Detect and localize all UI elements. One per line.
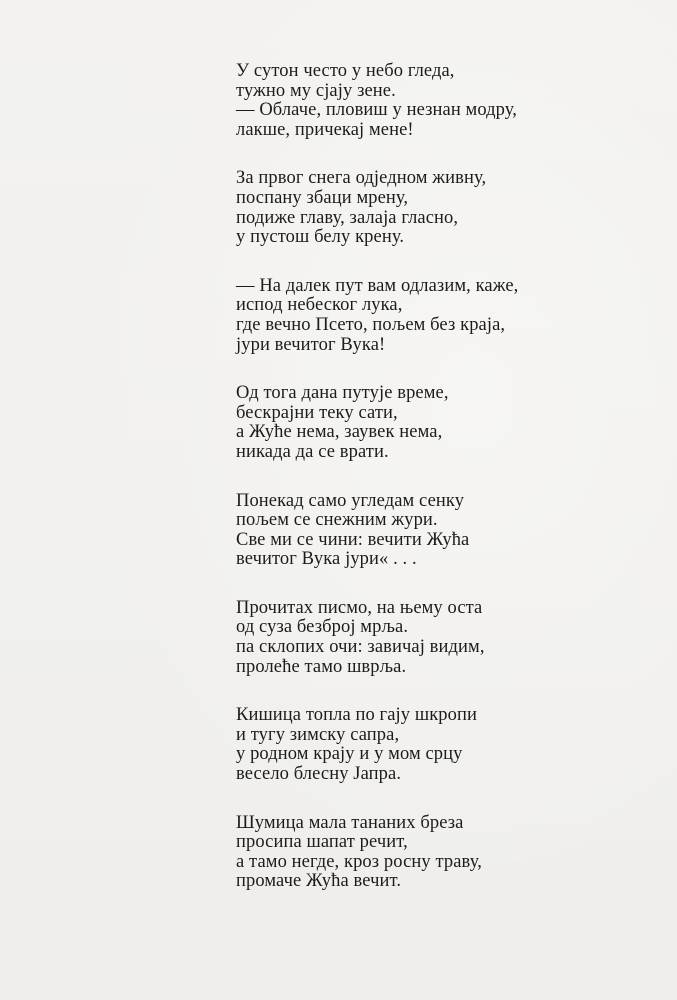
- poem-line: промаче Жућа вечит.: [236, 871, 402, 892]
- poem-line: тужно му сјају зене.: [236, 80, 396, 101]
- poem-line: — На далек пут вам одлазим, каже,: [236, 275, 519, 296]
- poem-line: Од тога дана путује време,: [236, 383, 449, 404]
- poem-line: а Жуће нема, заувек нема,: [236, 422, 443, 443]
- poem-line: просипа шапат речит,: [236, 832, 408, 853]
- poem-line: испод небеског лука,: [236, 295, 403, 316]
- poem-line: — Облаче, пловиш у незнан модру,: [236, 100, 518, 121]
- poem-line: Прочитах писмо, на њему оста: [236, 597, 483, 618]
- poem-line: весело блесну Јапра.: [236, 764, 402, 785]
- poem-line: од суза безброј мрља.: [236, 617, 409, 638]
- stanza-6: [236, 599, 616, 677]
- poem-line: а тамо негде, кроз росну траву,: [236, 851, 482, 872]
- poem-line: никада да се врати.: [236, 441, 389, 462]
- stanza-3: [236, 277, 616, 355]
- poem-line: бескрајни теку сати,: [236, 402, 398, 423]
- poem-line: поспану збаци мрену,: [236, 187, 409, 208]
- poem-line: и тугу зимску сапра,: [236, 724, 400, 745]
- poem-line: у пустош белу крену.: [236, 227, 405, 248]
- stanza-8: [236, 814, 616, 892]
- poem-line: подиже главу, залаја гласно,: [236, 207, 459, 228]
- poem-line: јури вечитог Вука!: [236, 334, 386, 355]
- stanza-4: [236, 384, 616, 462]
- poem-line: вечитог Вука јури« . . .: [236, 549, 417, 570]
- poem-line: Све ми се чини: вечити Жућа: [236, 529, 470, 550]
- poem-line: пролеће тамо шврља.: [236, 656, 407, 677]
- poem-line: Понекад само угледам сенку: [236, 490, 465, 511]
- stanza-5: [236, 492, 616, 570]
- stanza-2: [236, 169, 616, 247]
- poem-line: Шумица мала тананих бреза: [236, 812, 464, 833]
- poem-line: у родном крају и у мом срцу: [236, 744, 463, 765]
- poem-line: пољем се снежним жури.: [236, 510, 438, 531]
- poem-line: У сутон често у небо гледа,: [236, 61, 455, 81]
- poem-text: [236, 62, 616, 921]
- stanza-1: [236, 62, 616, 140]
- poem-line: где вечно Псето, пољем без краја,: [236, 314, 506, 335]
- poem-line: Кишица топла по гају шкропи: [236, 705, 478, 726]
- poem-line: За првог снега одједном живну,: [236, 168, 487, 189]
- poem-line: лакше, причекај мене!: [236, 119, 414, 140]
- stanza-7: [236, 706, 616, 784]
- poem-line: па склопих очи: завичај видим,: [236, 637, 485, 658]
